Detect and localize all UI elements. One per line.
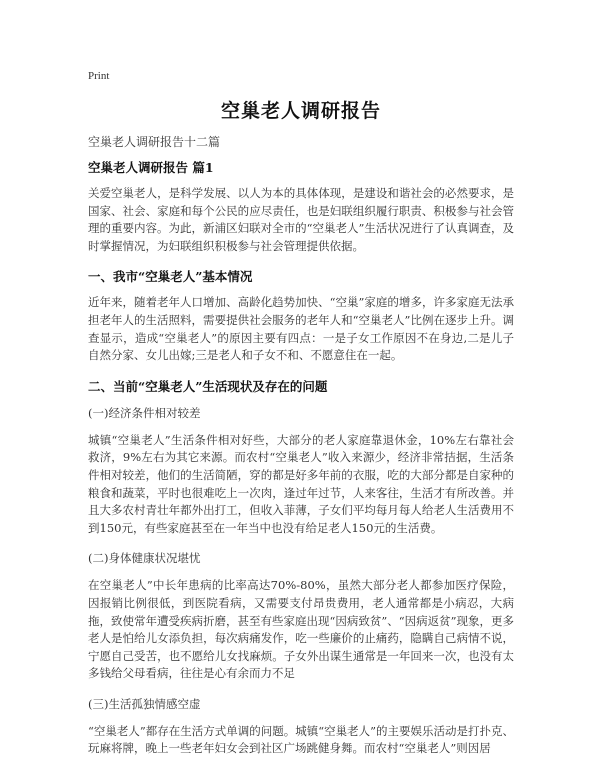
article-body: [88, 158, 514, 770]
subsection1-heading: (一)经济条件相对较差: [88, 405, 201, 420]
section1-heading: 一、我市“空巢老人”基本情况: [88, 269, 253, 285]
part-heading: 空巢老人调研报告 篇1: [88, 160, 214, 175]
subsection3-heading: (三)生活孤独情感空虚: [88, 696, 201, 711]
section1-paragraph: 近年来，随着老年人口增加、高龄化趋势加快、“空巢”家庭的增多，许多家庭无法承担老年人的生活照料，需要提供社会服务的老年人和“空巢老人”比例在逐步上升。调查显示，造成“空巢老人”的原因主要有四点：一是子女工作原因不在身边,二是儿子自然分家、女儿出嫁;三是老人和子女不和、不愿意住在一起。: [88, 295, 514, 363]
section2-heading: 二、当前“空巢老人”生活现状及存在的问题: [88, 378, 328, 394]
page-title: 空巢老人调研报告: [220, 100, 381, 122]
subsection2-heading: (二)身体健康状况堪忧: [88, 551, 201, 566]
page-subtitle: 空巢老人调研报告十二篇: [88, 135, 221, 149]
print-label[interactable]: Print: [88, 70, 110, 82]
subsection3-paragraph: “空巢老人”都存在生活方式单调的问题。城镇“空巢老人”的主要娱乐活动是打扑克、玩麻将牌，晚上一些老年妇女会到社区广场跳健身舞。而农村“空巢老人”则因居: [88, 723, 515, 756]
subsection2-paragraph: 在空巢老人”中长年患病的比率高达70%-80%，虽然大部分老人都参加医疗保险，因报销比例很低，到医院看病，又需要支付昂贵费用，老人通常都是小病忍，大病拖，致使常年遭受疾病折磨，甚至有些家庭出现“因病致贫”、“因病返贫”现象，更多老人是怕给儿女添负担，每次病痛发作，吃一些廉价的止痛药，隐瞒自己病情不说，宁愿自己受苦，也不愿给儿女找麻烦。子女外出谋生通常是一年回来一次，也没有太多钱给父母看病，往往是心有余而力不足: [88, 578, 515, 681]
subsection1-paragraph: 城镇“空巢老人”生活条件相对好些，大部分的老人家庭靠退休金，10%左右靠社会救济，9%左右为其它来源。而农村“空巢老人”收入来源少，经济非常拮据，生活条件相对较差，他们的生活简陋，穿的都是好多年前的衣服，吃的大部分都是自家种的粮食和蔬菜，平时也很难吃上一次肉，逢过年过节，人来客往，生活才有所改善。并且大多农村青壮年都外出打工，但收入菲薄，子女们平均每月每人给老人生活费用不到150元，有些家庭甚至在一年当中也没有给足老人150元的生活费。: [88, 432, 514, 535]
intro-paragraph: 关爱空巢老人，是科学发展、以人为本的具体体现，是建设和谐社会的必然要求，是国家、社会、家庭和每个公民的应尽责任，也是妇联组织履行职责、积极参与社会管理的重要内容。为此，新浦区妇联对全市的“空巢老人”生活状况进行了认真调查，及时掌握情况，为妇联组织积极参与社会管理提供依据。: [88, 186, 514, 253]
